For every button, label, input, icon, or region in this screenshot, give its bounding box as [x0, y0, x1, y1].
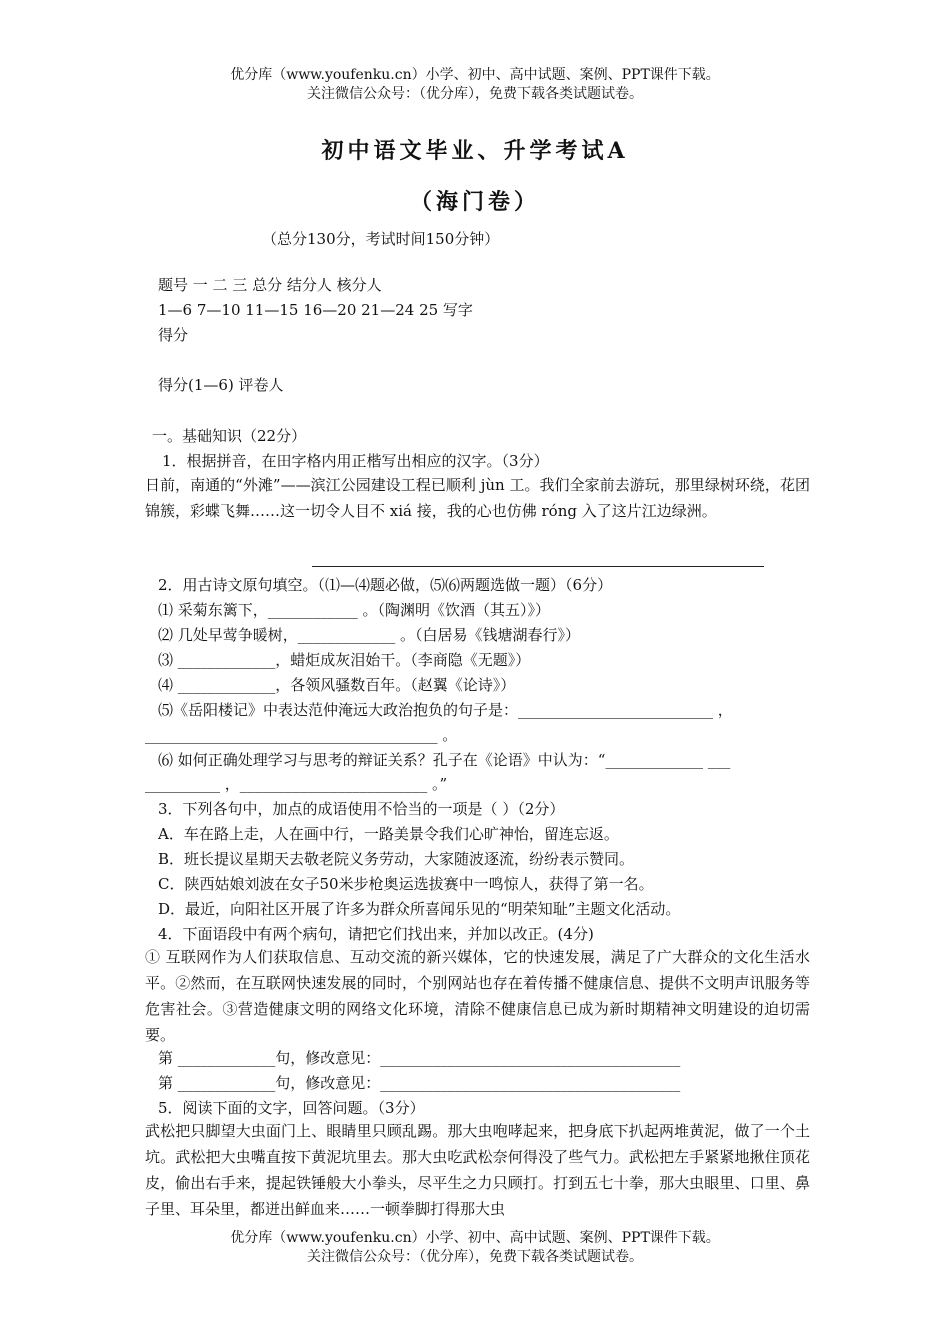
- header-line-1: 优分库（www.youfenku.cn）小学、初中、高中试题、案例、PPT课件下载。: [230, 67, 720, 83]
- score-table-header: 题号 一 二 三 总分 结分人 核分人: [158, 276, 382, 294]
- grader-row: 得分(1—6) 评卷人: [158, 376, 284, 394]
- section-heading: 一。基础知识（22分）: [152, 427, 307, 445]
- q2-item-1: ⑴ 采菊东篱下，____________ 。（陶渊明《饮酒（其五）》）: [158, 601, 551, 619]
- q1-prompt: 1．根据拼音，在田字格内用正楷写出相应的汉字。（3分）: [162, 452, 549, 470]
- q2-item-6-cont: __________ ，_________________________ 。”: [145, 775, 448, 793]
- footer-line-1: 优分库（www.youfenku.cn）小学、初中、高中试题、案例、PPT课件下载。: [230, 1230, 720, 1246]
- q4-answer-1: 第 _____________句，修改意见：________________________________________: [158, 1049, 681, 1067]
- q2-item-5-cont: _______________________________________ 。: [145, 726, 458, 744]
- q1-passage: 日前，南通的“外滩”——滨江公园建设工程已顺利 jùn 工。我们全家前去游玩，那里绿树环绕，花团锦簇，彩蝶飞舞……这一切令人目不 xiá 接，我的心也仿佛 róng 入了这片江边绿洲。: [145, 476, 810, 520]
- header-line-2: 关注微信公众号：（优分库），免费下载各类试题试卷。: [307, 86, 643, 102]
- page-subtitle: （海门卷）: [409, 189, 540, 215]
- q5-passage: 武松把只脚望大虫面门上、眼睛里只顾乱踢。那大虫咆哮起来，把身底下扒起两堆黄泥，做了一个土坑。武松把大虫嘴直按下黄泥坑里去。那大虫吃武松奈何得没了些气力。武松把左手紧紧地揪住顶花皮，偷出右手来，提起铁锤般大小拳头，尽平生之力只顾打。打到五七十拳，那大虫眼里、口里、鼻子里、耳朵里，都迸出鲜血来……一顿拳脚打得那大虫: [145, 1122, 810, 1218]
- q3-option-b: B．班长提议星期天去敬老院义务劳动，大家随波逐流，纷纷表示赞同。: [158, 850, 635, 868]
- q3-option-a: A．车在路上走，人在画中行，一路美景令我们心旷神怡，留连忘返。: [158, 825, 619, 843]
- q4-passage: ① 互联网作为人们获取信息、互动交流的新兴媒体，它的快速发展，满足了广大群众的文化生活水平。②然而，在互联网快速发展的同时，个别网站也存在着传播不健康信息、提供不文明声讯服务等危害社会。③营造健康文明的网络文化环境，清除不健康信息已成为新时期精神文明建设的迫切需要。: [145, 948, 810, 1044]
- q2-item-2: ⑵ 几处早莺争暖树，_____________ 。（白居易《钱塘湖春行》）: [158, 626, 581, 644]
- footer-line-2: 关注微信公众号：（优分库），免费下载各类试题试卷。: [307, 1249, 643, 1265]
- q2-item-4: ⑷ _____________，各领风骚数百年。（赵翼《论诗》）: [158, 676, 516, 694]
- q4-answer-2: 第 _____________句，修改意见：________________________________________: [158, 1074, 681, 1092]
- page-title: 初中语文毕业、升学考试A: [321, 138, 629, 164]
- q2-item-5: ⑸《岳阳楼记》中表达范仲淹远大政治抱负的句子是：__________________________ ，: [158, 701, 733, 719]
- score-table-score: 得分: [158, 326, 189, 344]
- q2-item-6: ⑹ 如何正确处理学习与思考的辩证关系？孔子在《论语》中认为：“_____________ ___: [158, 751, 731, 769]
- score-table-columns: 1—6 7—10 11—15 16—20 21—24 25 写字: [158, 301, 473, 319]
- q2-item-3: ⑶ _____________，蜡炬成灰泪始干。（李商隐《无题》）: [158, 651, 531, 669]
- q3-prompt: 3．下列各句中，加点的成语使用不恰当的一项是（ ）（2分）: [158, 800, 565, 818]
- q1-answer-line: [312, 566, 764, 567]
- exam-info: （总分130分，考试时间150分钟）: [262, 230, 500, 248]
- q4-prompt: 4．下面语段中有两个病句，请把它们找出来，并加以改正。(4分): [158, 925, 594, 943]
- q2-prompt: 2．用古诗文原句填空。（⑴—⑷题必做，⑸⑹两题选做一题）（6分）: [158, 576, 613, 594]
- q5-prompt: 5．阅读下面的文字，回答问题。（3分）: [158, 1099, 425, 1117]
- q3-option-c: C．陕西姑娘刘波在女子50米步枪奥运选拔赛中一鸣惊人，获得了第一名。: [158, 875, 654, 893]
- q3-option-d: D．最近，向阳社区开展了许多为群众所喜闻乐见的“明荣知耻”主题文化活动。: [158, 900, 681, 918]
